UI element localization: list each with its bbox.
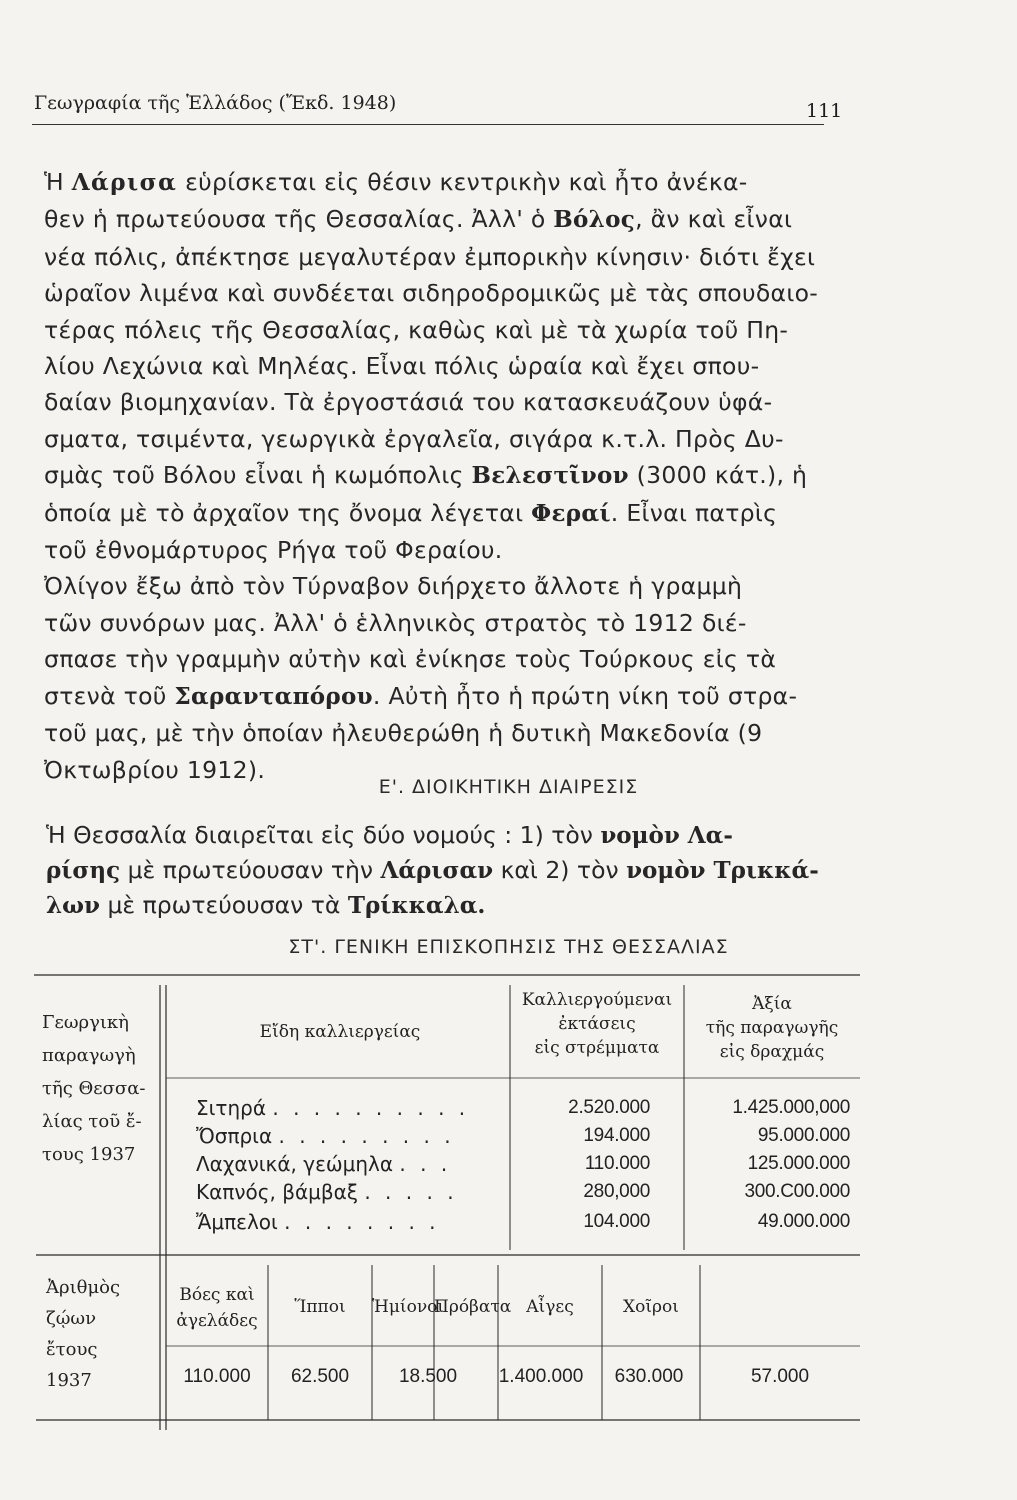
emphasized-term: νομὸν Λα- <box>600 822 733 849</box>
header-line: ἐκτάσεις <box>558 1014 636 1034</box>
crop-area: 194.000 <box>583 1125 650 1146</box>
section-e-text <box>46 818 876 923</box>
text-line <box>44 164 874 201</box>
text-run: μὲ πρωτεύουσαν τὴν <box>120 856 381 884</box>
crop-value: 95.000.000 <box>757 1125 850 1146</box>
header-line: Πρόβατα <box>434 1297 512 1317</box>
header-line: ἀγελάδες <box>176 1311 258 1331</box>
text-run: ὁποία μὲ τὸ ἀρχαῖον της ὄνομα λέγεται <box>44 498 532 527</box>
header-line: τῆς παραγωγῆς <box>705 1018 839 1038</box>
text-run: θεν ἡ πρωτεύουσα τῆς Θεσσαλίας. Ἀλλ' ὁ <box>44 205 554 234</box>
crop-name <box>196 1096 469 1120</box>
page-number: 111 <box>806 100 843 122</box>
header-line: Ἀξία <box>752 994 792 1014</box>
animal-header <box>268 1294 372 1320</box>
paragraph-administrative-division <box>46 818 876 923</box>
text-run: Ἡ Θεσσαλία διαιρεῖται εἰς δύο νομούς : 1) τὸν <box>46 821 601 849</box>
paragraph-larisa-volos <box>44 164 874 568</box>
running-header: Γεωγραφία τῆς Ἑλλάδος (Ἔκδ. 1948) <box>34 92 397 114</box>
crop-name <box>196 1124 455 1148</box>
body-text <box>44 164 874 788</box>
text-run: καὶ 2) τὸν <box>493 856 627 884</box>
emphasized-term: νομὸν Τρικκά- <box>626 857 819 884</box>
animal-count: 1.400.000 <box>498 1366 584 1387</box>
crop-label: Σιτηρά <box>196 1096 273 1120</box>
header-line: Καλλιεργούμεναι <box>521 990 673 1010</box>
animal-count: 57.000 <box>750 1366 810 1387</box>
header-line: Ἡμίονοι <box>372 1297 445 1317</box>
animal-header <box>602 1294 700 1320</box>
text-run: σμὰς τοῦ Βόλου εἶναι ἡ κωμόπολις <box>44 461 472 490</box>
text-run: Ἡ <box>44 168 72 196</box>
animals-label-line: 1937 <box>46 1370 92 1391</box>
header-line: Βόες καὶ <box>179 1285 255 1305</box>
text-run: Ὀλίγον ἔξω ἀπὸ τὸν Τύρναβον διήρχετο ἄλλοτε ἡ γραμμὴ <box>44 572 743 601</box>
section-e-heading: Ε'. ΔΙΟΙΚΗΤΙΚΗ ΔΙΑΙΡΕΣΙΣ <box>378 776 639 798</box>
crops-label-line: τῆς Θεσσα- <box>42 1078 146 1099</box>
animal-count: 62.500 <box>290 1366 350 1387</box>
crops-label-line: λίας τοῦ ἔ- <box>42 1111 142 1132</box>
emphasized-term: Φεραί <box>531 499 611 527</box>
text-line <box>44 312 874 348</box>
animal-count: 110.000 <box>183 1366 251 1387</box>
header-cultivated-area <box>510 988 684 1060</box>
text-run: , ἂν καὶ εἶναι <box>635 205 793 234</box>
header-rule <box>32 124 824 125</box>
animal-header <box>434 1294 512 1320</box>
crop-label: Ἄμπελοι <box>196 1210 285 1234</box>
text-line <box>44 495 874 532</box>
text-line <box>44 348 874 384</box>
text-run: σπασε τὴν γραμμὴν αὐτὴν καὶ ἐνίκησε τοὺς Τούρκους εἰς τὰ <box>44 645 777 674</box>
header-crop-type: Εἴδη καλλιεργείας <box>259 1022 421 1042</box>
emphasized-term: Βελεστῖνον <box>471 462 629 490</box>
animals-label-line: ἔτους <box>46 1339 98 1360</box>
text-run: τοῦ ἐθνομάρτυρος Ρήγα τοῦ Φεραίου. <box>44 536 503 565</box>
text-line <box>44 384 874 420</box>
crop-label: Λαχανικά, γεώμηλα <box>196 1152 400 1176</box>
text-line <box>44 421 874 457</box>
paragraph-sarantaporo <box>44 568 874 787</box>
leader-dots: . . . . . . . . . <box>278 1124 455 1148</box>
crops-row-label <box>42 1006 145 1171</box>
emphasized-term: Τρίκκαλα. <box>347 892 486 919</box>
text-line <box>44 457 874 494</box>
text-run: τῶν συνόρων μας. Ἀλλ' ὁ ἑλληνικὸς στρατὸς τὸ 1912 διέ- <box>44 608 747 637</box>
header-line: Χοῖροι <box>623 1297 679 1317</box>
text-line <box>46 818 876 853</box>
text-line <box>44 275 874 311</box>
animals-row-label <box>46 1272 120 1396</box>
text-line <box>44 641 874 677</box>
animals-label-line: Ἀριθμὸς <box>46 1277 121 1298</box>
animal-header <box>498 1294 602 1320</box>
crop-value: 125.000.000 <box>747 1153 850 1174</box>
animal-count: 18.500 <box>398 1366 458 1387</box>
text-run: τέρας πόλεις τῆς Θεσσαλίας, καθὼς καὶ μὲ τὰ χωρία τοῦ Πη- <box>44 315 789 344</box>
text-line <box>46 888 876 923</box>
crop-label: Καπνός, βάμβαξ <box>196 1180 365 1204</box>
animal-count: 630.000 <box>614 1366 684 1387</box>
text-run: Ὀκτωβρίου 1912). <box>44 755 266 784</box>
section-st-heading: ΣΤ'. ΓΕΝΙΚΗ ΕΠΙΣΚΟΠΗΣΙΣ ΤΗΣ ΘΕΣΣΑΛΙΑΣ <box>288 936 729 958</box>
header-line: εἰς στρέμματα <box>534 1038 660 1058</box>
crop-name <box>196 1152 451 1176</box>
crops-label-line: παραγωγὴ <box>42 1045 136 1066</box>
text-run: στενὰ τοῦ <box>44 681 175 710</box>
crop-area: 104.000 <box>583 1211 650 1232</box>
emphasized-term: Σαρανταπόρου <box>174 682 373 710</box>
leader-dots: . . . . . <box>364 1180 458 1204</box>
text-run: εὑρίσκεται εἰς θέσιν κεντρικὴν καὶ ἦτο ἀνέκα- <box>177 168 748 196</box>
crop-value: 49.000.000 <box>757 1211 850 1232</box>
animal-header <box>372 1294 445 1320</box>
crop-value: 1.425.000,000 <box>732 1097 850 1118</box>
crop-value: 300.C00.000 <box>744 1181 850 1202</box>
text-line <box>44 678 874 715</box>
leader-dots: . . . . . . . . <box>284 1210 440 1234</box>
crop-name <box>196 1180 458 1204</box>
text-run: . Αὐτὴ ἦτο ἡ πρώτη νίκη τοῦ στρα- <box>372 681 798 710</box>
leader-dots: . . . . . . . . . . <box>272 1096 470 1120</box>
crops-label-line: Γεωργικὴ <box>42 1012 129 1033</box>
text-line <box>44 605 874 641</box>
crop-name <box>196 1210 440 1234</box>
leader-dots: . . . <box>399 1152 452 1176</box>
text-run: λίου Λεχώνια καὶ Μηλέας. Εἶναι πόλις ὡραία καὶ ἔχει σπου- <box>44 352 760 381</box>
header-line: εἰς δραχμάς <box>719 1042 825 1062</box>
emphasized-term: Βόλος <box>553 206 636 234</box>
header-line: Αἶγες <box>526 1297 574 1317</box>
header-production-value <box>684 992 860 1064</box>
crop-label: Ὄσπρια <box>196 1124 279 1148</box>
text-line <box>46 853 876 888</box>
crop-area: 280,000 <box>583 1181 650 1202</box>
text-run: (3000 κάτ.), ἡ <box>628 461 808 490</box>
text-line <box>44 532 874 568</box>
animal-header <box>166 1282 268 1334</box>
text-run: νέα πόλις, ἀπέκτησε μεγαλυτέραν ἐμπορικὴν κίνησιν· διότι ἔχει <box>44 242 816 271</box>
emphasized-term: Λάρισαν <box>380 857 494 884</box>
text-run: μὲ πρωτεύουσαν τὰ <box>100 891 348 919</box>
emphasized-term: λων <box>46 892 100 919</box>
text-line <box>44 239 874 275</box>
text-run: ὡραῖον λιμένα καὶ συνδέεται σιδηροδρομικῶς μὲ τὰς σπουδαιο- <box>44 279 819 308</box>
text-run: δαίαν βιομηχανίαν. Τὰ ἐργοστάσιά του κατασκευάζουν ὑφά- <box>44 388 773 417</box>
emphasized-term: ρίσης <box>46 857 121 884</box>
header-line: Ἵπποι <box>294 1297 346 1317</box>
text-line <box>44 715 874 751</box>
text-run: . Εἶναι πατρὶς <box>610 498 778 527</box>
text-run: σματα, τσιμέντα, γεωργικὰ ἐργαλεῖα, σιγάρα κ.τ.λ. Πρὸς Δυ- <box>44 424 784 453</box>
text-run: τοῦ μας, μὲ τὴν ὁποίαν ἠλευθερώθη ἡ δυτικὴ Μακεδονία (9 <box>44 719 763 748</box>
crop-area: 2.520.000 <box>568 1097 650 1118</box>
crops-label-line: τους 1937 <box>42 1144 136 1165</box>
crop-area: 110.000 <box>584 1153 650 1174</box>
text-line <box>44 201 874 238</box>
emphasized-term: Λάρισα <box>71 169 178 196</box>
text-line <box>44 568 874 604</box>
animals-label-line: ζῴων <box>46 1308 97 1329</box>
